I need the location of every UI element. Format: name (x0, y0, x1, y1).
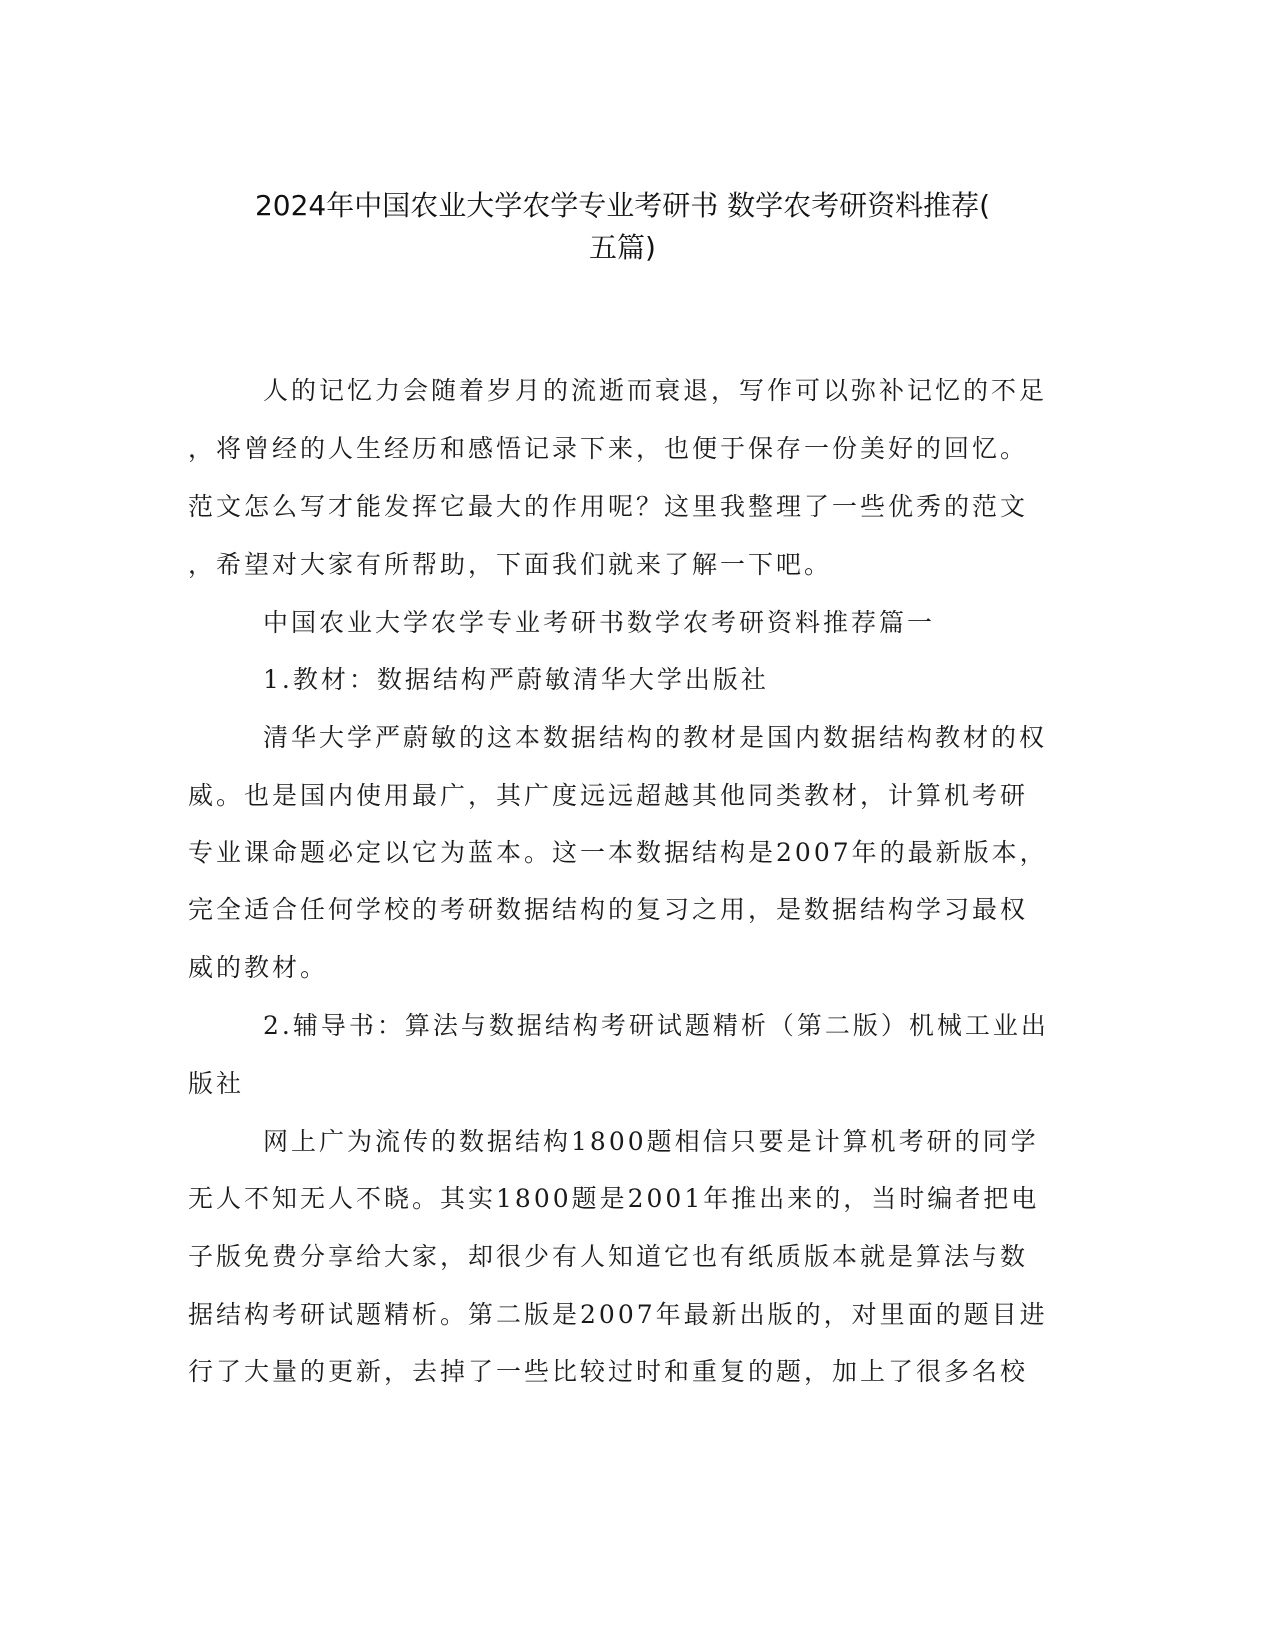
body-line-3: 范文怎么写才能发挥它最大的作用呢？这里我整理了一些优秀的范文 (188, 492, 1029, 521)
body-line-2: ，将曾经的人生经历和感悟记录下来，也便于保存一份美好的回忆。 (188, 434, 1029, 463)
body-line-17: 据结构考研试题精析。第二版是2007年最新出版的，对里面的题目进 (188, 1300, 1048, 1329)
body-line-8: 威。也是国内使用最广，其广度远远超越其他同类教材，计算机考研 (188, 781, 1029, 810)
section-heading: 中国农业大学农学专业考研书数学农考研资料推荐篇一 (263, 608, 936, 637)
body-line-13: 版社 (188, 1069, 245, 1098)
body-line-1: 人的记忆力会随着岁月的流逝而衰退，写作可以弥补记忆的不足 (263, 376, 1048, 405)
body-line-10: 完全适合任何学校的考研数据结构的复习之用，是数据结构学习最权 (188, 895, 1029, 924)
document-title (180, 185, 1065, 269)
title-line-1: 2024年中国农业大学农学专业考研书 数学农考研资料推荐( (254, 189, 991, 222)
body-line-15: 无人不知无人不晓。其实1800题是2001年推出来的，当时编者把电 (188, 1184, 1040, 1213)
body-line-4: ，希望对大家有所帮助，下面我们就来了解一下吧。 (188, 550, 833, 579)
body-line-18: 行了大量的更新，去掉了一些比较过时和重复的题，加上了很多名校 (188, 1357, 1029, 1386)
body-line-14: 网上广为流传的数据结构1800题相信只要是计算机考研的同学 (263, 1127, 1039, 1156)
body-line-16: 子版免费分享给大家，却很少有人知道它也有纸质版本就是算法与数 (188, 1242, 1029, 1271)
body-line-7: 清华大学严蔚敏的这本数据结构的教材是国内数据结构教材的权 (263, 723, 1048, 752)
body-line-9: 专业课命题必定以它为蓝本。这一本数据结构是2007年的最新版本， (188, 838, 1048, 867)
body-line-6: 1.教材：数据结构严蔚敏清华大学出版社 (263, 665, 769, 694)
body-line-12: 2.辅导书：算法与数据结构考研试题精析（第二版）机械工业出 (263, 1011, 1049, 1040)
title-line-2: 五篇) (589, 231, 656, 264)
body-line-11: 威的教材。 (188, 953, 329, 982)
